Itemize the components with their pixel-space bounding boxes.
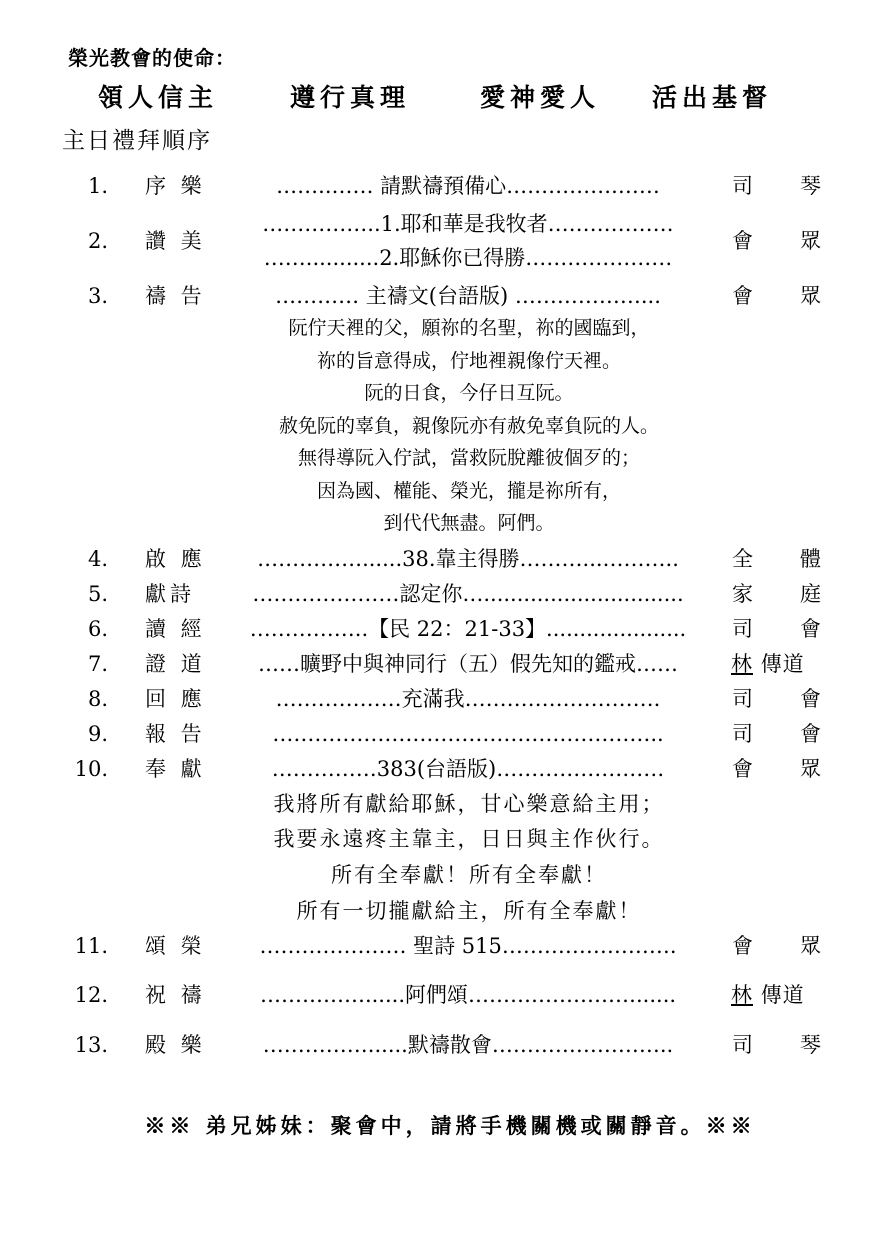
item-number: 5.	[87, 582, 108, 606]
preacher-title: 傳道	[760, 983, 805, 1007]
item-name: 獻詩	[145, 582, 195, 606]
order-item-benediction	[0, 978, 878, 1012]
item-detail: ………………… 聖詩 515…………………….	[259, 934, 677, 958]
item-number: 7.	[87, 652, 108, 676]
item-leader: 司	[732, 687, 753, 711]
item-number: 8.	[87, 687, 108, 711]
mission-item: 領人信主	[98, 83, 219, 112]
item-leader	[731, 978, 805, 1012]
item-name: 啟 應	[145, 547, 206, 571]
prayer-line: 到代代無盡。阿們。	[383, 512, 555, 534]
hymn-line: 所有全奉獻！所有全奉獻！	[331, 863, 607, 887]
item-leader: 琴	[800, 1033, 821, 1057]
item-leader: 司	[732, 617, 753, 641]
item-number: 12.	[74, 983, 108, 1007]
item-leader: 會	[732, 284, 753, 308]
mission-label: 榮光教會的使命：	[68, 46, 236, 70]
item-name: 報 告	[145, 722, 206, 746]
preacher-title: 傳道	[760, 652, 805, 676]
item-leader: 會	[732, 229, 753, 253]
item-leader	[731, 647, 805, 681]
item-number: 9.	[87, 722, 108, 746]
item-leader: 司	[732, 174, 753, 198]
item-detail: …………………認定你…..............................	[252, 582, 684, 606]
item-number: 6.	[87, 617, 108, 641]
order-item-announcements	[0, 717, 878, 751]
item-name: 序 樂	[145, 174, 206, 198]
order-item-responsive-reading	[0, 542, 878, 576]
item-leader: 會	[732, 757, 753, 781]
item-number: 4.	[87, 547, 108, 571]
mission-item: 活出基督	[652, 83, 773, 112]
item-name: 奉 獻	[145, 757, 206, 781]
order-item-doxology	[0, 929, 878, 963]
item-name: 證 道	[145, 652, 206, 676]
item-detail: ……………......38.靠主得勝………...………..	[257, 547, 679, 571]
item-leader: 司	[732, 1033, 753, 1057]
item-name: 祝 禱	[145, 983, 206, 1007]
order-item-anthem	[0, 577, 878, 611]
item-detail: ………… 主禱文(台語版) ………………...	[275, 284, 661, 308]
item-leader: 家	[732, 582, 753, 606]
item-leader: 會	[732, 934, 753, 958]
item-leader: 會	[800, 617, 821, 641]
order-item-scripture	[0, 612, 878, 646]
item-leader: 庭	[800, 582, 821, 606]
item-leader: 琴	[800, 174, 821, 198]
item-detail: ……………..1.耶和華是我牧者………………	[262, 212, 674, 236]
order-item-prayer	[0, 279, 878, 313]
item-number: 3.	[87, 284, 108, 308]
item-detail: ……………......默禱散會……………………..	[262, 1033, 674, 1057]
item-detail: ………………充滿我……………………….	[275, 687, 661, 711]
item-detail: ……..…… 請默禱預備心…………….……	[276, 174, 660, 198]
phone-silence-notice: ※※ 弟兄姊妹：聚會中，請將手機關機或關靜音。※※	[144, 1113, 756, 1138]
item-detail: ………………………………………………..	[272, 722, 664, 746]
section-title: 主日禮拜順序	[62, 128, 212, 154]
prayer-line: 阮佇天裡的父，願祢的名聖，祢的國臨到，	[288, 317, 650, 339]
preacher-surname: 林	[731, 983, 753, 1007]
item-leader: 眾	[800, 757, 821, 781]
preacher-surname: 林	[731, 652, 753, 676]
item-name: 讚 美	[145, 229, 206, 253]
item-number: 1.	[87, 174, 108, 198]
item-leader: 司	[732, 722, 753, 746]
item-name: 頌 榮	[145, 934, 206, 958]
item-detail: ……...........2.耶穌你已得勝…………………	[263, 246, 673, 270]
hymn-line: 我將所有獻給耶穌，甘心樂意給主用；	[273, 792, 665, 816]
mission-statements	[0, 78, 878, 114]
item-leader: 眾	[800, 229, 821, 253]
prayer-line: 阮的日食，今仔日互阮。	[364, 382, 574, 404]
order-item-response	[0, 682, 878, 716]
mission-item: 遵行真理	[290, 83, 411, 112]
item-number: 2.	[87, 229, 108, 253]
item-leader: 眾	[800, 284, 821, 308]
item-name: 禱 告	[145, 284, 206, 308]
item-detail: ……曠野中與神同行（五）假先知的鑑戒……	[258, 652, 678, 676]
item-detail: ……………......阿們頌……………………......	[259, 983, 677, 1007]
mission-item: 愛神愛人	[480, 83, 601, 112]
hymn-line: 所有一切攏獻給主，所有全奉獻！	[296, 899, 642, 923]
item-name: 殿 樂	[145, 1033, 206, 1057]
prayer-line: 無得導阮入佇試，當救阮脫離彼個歹的；	[297, 447, 640, 469]
item-leader: 會	[800, 722, 821, 746]
item-number: 11.	[74, 934, 108, 958]
item-detail: ……………383(台語版)……………………	[271, 757, 665, 781]
order-item-sermon	[0, 647, 878, 681]
order-item-offering	[0, 752, 878, 786]
prayer-line: 因為國、權能、榮光，攏是祢所有，	[316, 480, 621, 502]
order-item-praise	[0, 207, 878, 275]
item-leader: 眾	[800, 934, 821, 958]
order-item-prelude	[0, 169, 878, 203]
prayer-line: 赦免阮的辜負，親像阮亦有赦免辜負阮的人。	[278, 415, 659, 437]
item-leader: 體	[800, 547, 821, 571]
item-number: 13.	[74, 1033, 108, 1057]
item-number: 10.	[74, 757, 108, 781]
item-leader: 會	[800, 687, 821, 711]
item-leader: 全	[732, 547, 753, 571]
item-detail: ……………..【民 22：21-33】.....................	[249, 617, 687, 641]
item-name: 回 應	[145, 687, 206, 711]
hymn-line: 我要永遠疼主靠主，日日與主作伙行。	[273, 827, 665, 851]
prayer-line: 祢的旨意得成，佇地裡親像佇天裡。	[316, 350, 621, 372]
item-name: 讀 經	[145, 617, 206, 641]
order-item-postlude	[0, 1028, 878, 1062]
